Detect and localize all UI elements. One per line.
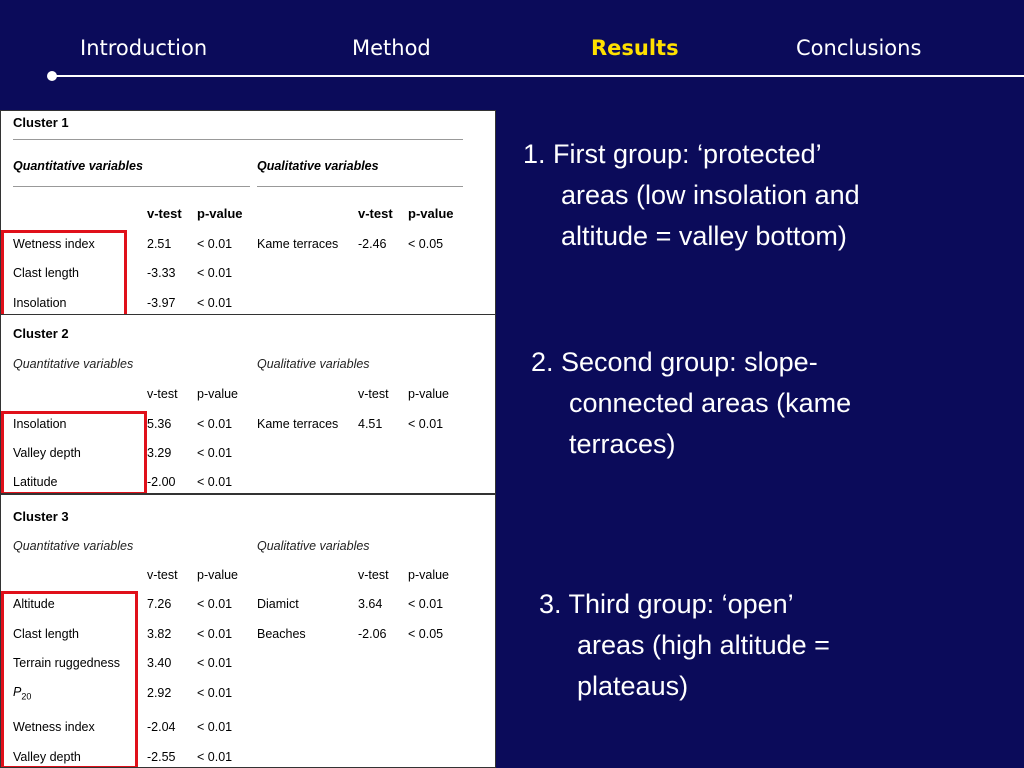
row-name: Valley depth [13,750,81,764]
col-pvalue: p-value [408,387,449,401]
row-name: Valley depth [13,446,81,460]
col-vtest: v-test [358,206,393,221]
row-name: Diamict [257,597,299,611]
row-name: Insolation [13,417,67,431]
row-pvalue: < 0.01 [197,417,233,431]
point-3 [539,584,830,707]
quant-heading: Quantitative variables [13,159,143,173]
row-vtest: 3.82 [147,627,172,641]
point-1 [523,134,860,257]
nav-method[interactable]: Method [352,36,431,60]
highlight-box [1,591,138,768]
row-vtest: -2.46 [358,237,387,251]
point-line: areas (high altitude = [577,630,830,660]
point-line: altitude = valley bottom) [561,221,847,251]
divider [13,139,463,140]
highlight-box [1,230,127,315]
point-line: connected areas (kame [569,388,852,418]
col-pvalue: p-value [408,206,454,221]
col-vtest: v-test [147,206,182,221]
cluster-title: Cluster 2 [13,326,69,341]
cluster-2-table [0,314,496,494]
cluster-title: Cluster 3 [13,509,69,524]
row-pvalue: < 0.01 [408,417,444,431]
cluster-title: Cluster 1 [13,115,69,130]
col-pvalue: p-value [197,206,243,221]
quant-heading: Quantitative variables [13,539,134,553]
row-vtest: 2.51 [147,237,172,251]
row-vtest: 5.36 [147,417,172,431]
top-navigation [0,0,1024,100]
row-pvalue: < 0.01 [197,627,233,641]
quant-heading: Quantitative variables [13,357,134,371]
row-name: Insolation [13,296,67,310]
row-name: Kame terraces [257,417,339,431]
point-line: 1. First group: ‘protected’ [523,139,822,169]
col-vtest: v-test [147,387,178,401]
row-name: Clast length [13,266,80,280]
row-pvalue: < 0.05 [408,237,444,251]
row-name: Wetness index [13,720,95,734]
row-vtest: -2.06 [358,627,387,641]
row-pvalue: < 0.01 [197,750,233,764]
nav-conclusions[interactable]: Conclusions [796,36,922,60]
row-vtest: 3.64 [358,597,383,611]
row-name: Beaches [257,627,306,641]
row-pvalue: < 0.01 [197,446,233,460]
point-line: plateaus) [577,671,689,701]
divider [13,186,250,187]
row-pvalue: < 0.01 [197,656,233,670]
nav-results[interactable]: Results [591,36,679,60]
row-name: Latitude [13,475,58,489]
row-pvalue: < 0.01 [197,237,233,251]
row-pvalue: < 0.01 [197,720,233,734]
col-vtest: v-test [147,568,178,582]
row-vtest: -2.04 [147,720,176,734]
row-vtest: 7.26 [147,597,172,611]
row-name: Altitude [13,597,55,611]
row-vtest: -3.33 [147,266,176,280]
point-line: 3. Third group: ‘open’ [539,589,794,619]
point-line: 2. Second group: slope- [531,347,818,377]
row-vtest: 3.29 [147,446,172,460]
row-pvalue: < 0.01 [197,266,233,280]
point-line: areas (low insolation and [561,180,860,210]
nav-divider [54,75,1024,77]
row-name: Wetness index [13,237,95,251]
row-vtest: 3.40 [147,656,172,670]
row-pvalue: < 0.05 [408,627,444,641]
row-vtest: -2.55 [147,750,176,764]
row-pvalue: < 0.01 [197,296,233,310]
row-vtest: 2.92 [147,686,172,700]
cluster-1-table [0,110,496,315]
col-pvalue: p-value [197,387,238,401]
col-vtest: v-test [358,568,389,582]
row-vtest: 4.51 [358,417,383,431]
row-vtest: -2.00 [147,475,176,489]
point-line: terraces) [569,429,676,459]
nav-introduction[interactable]: Introduction [80,36,208,60]
divider [257,186,463,187]
row-name: Clast length [13,627,80,641]
row-pvalue: < 0.01 [197,597,233,611]
row-pvalue: < 0.01 [408,597,444,611]
col-pvalue: p-value [197,568,238,582]
col-vtest: v-test [358,387,389,401]
qual-heading: Qualitative variables [257,357,370,371]
cluster-3-table [0,494,496,768]
col-pvalue: p-value [408,568,449,582]
row-name: Terrain ruggedness [13,656,121,670]
qual-heading: Qualitative variables [257,539,370,553]
row-name-p20: $P_{20}$ [13,685,32,702]
point-2 [531,342,851,465]
row-pvalue: < 0.01 [197,475,233,489]
row-vtest: -3.97 [147,296,176,310]
highlight-box [1,411,147,494]
row-name: Kame terraces [257,237,339,251]
qual-heading: Qualitative variables [257,159,379,173]
row-pvalue: < 0.01 [197,686,233,700]
